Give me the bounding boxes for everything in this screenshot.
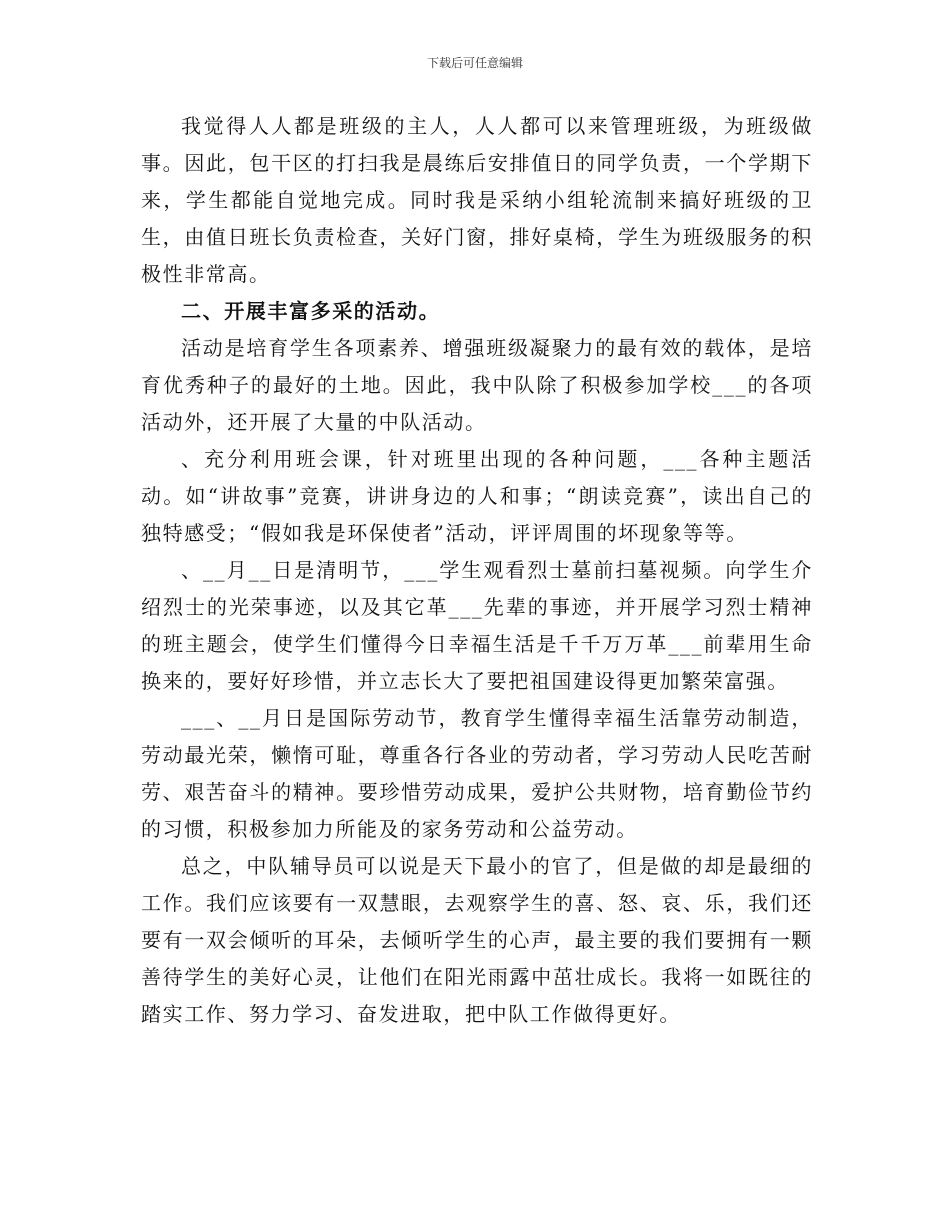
paragraph-conclusion: 总之，中队辅导员可以说是天下最小的官了，但是做的却是最细的工作。我们应该要有一双慧眼，去观察学生的喜、怒、哀、乐，我们还要有一双会倾听的耳朵，去倾听学生的心声，最主要的我们要拥有一颗善待学生的美好心灵，让他们在阳光雨露中茁壮成长。我将一如既往的踏实工作、努力学习、奋发进取，把中队工作做得更好。 — [141, 854, 813, 1026]
paragraph-class-meetings: 、充分利用班会课，针对班里出现的各种问题，___各种主题活动。如“讲故事”竞赛，讲讲身边的人和事；“朗读竞赛”，读出自己的独特感受；“假如我是环保使者”活动，评评周围的坏现象等等。 — [141, 447, 813, 545]
document-body — [141, 108, 813, 1033]
paragraph-activities-intro: 活动是培育学生各项素养、增强班级凝聚力的最有效的载体，是培育优秀种子的最好的土地。因此，我中队除了积极参加学校___的各项活动外，还开展了大量的中队活动。 — [141, 336, 813, 434]
paragraph-qingming: 、__月__日是清明节，___学生观看烈士墓前扫墓视频。向学生介绍烈士的光荣事迹，以及其它革___先辈的事迹，并开展学习烈士精神的班主题会，使学生们懂得今日幸福生活是千千万万革___前辈用生命换来的，要好好珍惜，并立志长大了要把祖国建设得更加繁荣富强。 — [141, 558, 813, 693]
page-header: 下载后可任意编辑 — [426, 56, 523, 70]
paragraph-labor-day: ___、__月日是国际劳动节，教育学生懂得幸福生活靠劳动制造，劳动最光荣，懒惰可耻，尊重各行各业的劳动者，学习劳动人民吃苦耐劳、艰苦奋斗的精神。要珍惜劳动成果，爱护公共财物，培育勤俭节约的习惯，积极参加力所能及的家务劳动和公益劳动。 — [141, 706, 813, 841]
section-heading-activities: 二、开展丰富多采的活动。 — [181, 299, 441, 323]
paragraph-class-management: 我觉得人人都是班级的主人，人人都可以来管理班级，为班级做事。因此，包干区的打扫我是晨练后安排值日的同学负责，一个学期下来，学生都能自觉地完成。同时我是采纳小组轮流制来搞好班级的卫生，由值日班长负责检查，关好门窗，排好桌椅，学生为班级服务的积极性非常高。 — [141, 114, 813, 286]
